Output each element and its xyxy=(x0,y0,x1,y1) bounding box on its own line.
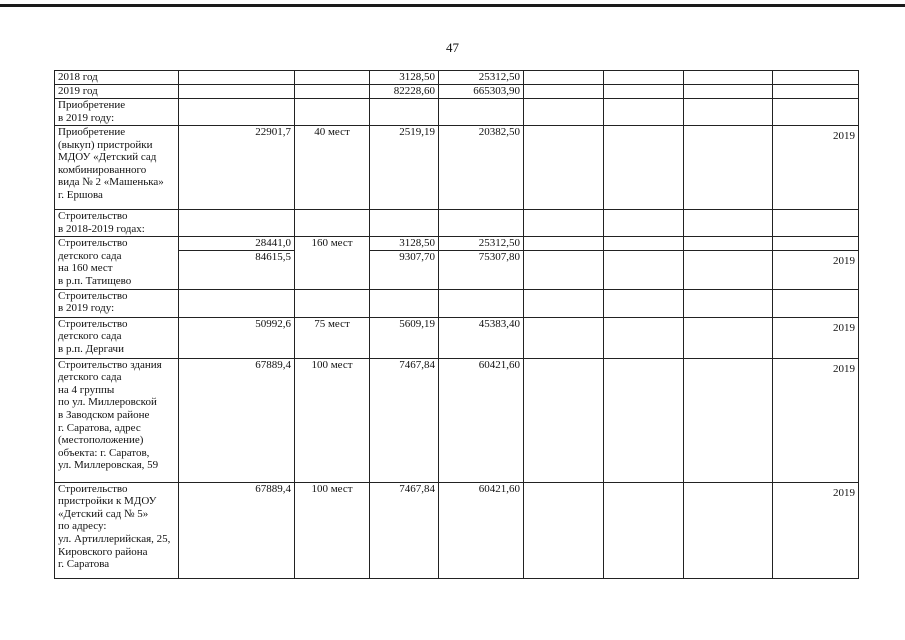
row-name: Строительство детского сада в р.п. Дергачи xyxy=(55,317,179,358)
empty-cell xyxy=(604,126,684,210)
empty-cell xyxy=(684,317,773,358)
empty-cell xyxy=(604,85,684,99)
empty-cell xyxy=(604,358,684,482)
amount-b-cell: 60421,60 xyxy=(439,358,524,482)
year-cell xyxy=(773,85,859,99)
empty-cell xyxy=(604,210,684,237)
row-name: Строительство пристройки к МДОУ «Детский сад № 5» по адресу: ул. Артиллерийская, 25, Кировского района г. Саратова xyxy=(55,482,179,578)
empty-cell xyxy=(524,358,604,482)
row-name: 2018 год xyxy=(55,71,179,85)
amount-a-cell: 3128,50 xyxy=(370,237,439,251)
capacity-cell: 28441,0 xyxy=(179,237,295,251)
empty-cell xyxy=(604,250,684,289)
empty-cell xyxy=(524,85,604,99)
data-table xyxy=(54,70,859,579)
places-cell: 100 мест xyxy=(295,482,370,578)
table-row xyxy=(55,99,859,126)
empty-cell xyxy=(524,210,604,237)
year-cell: 2019 xyxy=(773,126,859,210)
page-number: 47 xyxy=(446,40,459,55)
empty-cell xyxy=(604,289,684,317)
table-row xyxy=(55,126,859,210)
empty-cell xyxy=(684,126,773,210)
places-cell xyxy=(295,85,370,99)
row-name: Строительство в 2019 году: xyxy=(55,289,179,317)
row-name: Приобретение (выкуп) пристройки МДОУ «Детский сад комбинированного вида № 2 «Машенька» г. Ершова xyxy=(55,126,179,210)
table-row xyxy=(55,237,859,251)
table-row xyxy=(55,71,859,85)
amount-b-cell xyxy=(439,99,524,126)
empty-cell xyxy=(604,237,684,251)
capacity-cell xyxy=(179,85,295,99)
capacity-cell xyxy=(179,99,295,126)
empty-cell xyxy=(684,99,773,126)
top-rule xyxy=(0,4,905,7)
amount-a-cell: 82228,60 xyxy=(370,85,439,99)
places-cell: 40 мест xyxy=(295,126,370,210)
capacity-cell: 67889,4 xyxy=(179,482,295,578)
amount-b-cell: 665303,90 xyxy=(439,85,524,99)
capacity-cell xyxy=(179,210,295,237)
row-name: Строительство здания детского сада на 4 группы по ул. Миллеровской в Заводском районе г. Саратова, адрес (местоположение) объекта: г. Саратов, ул. Миллеровская, 59 xyxy=(55,358,179,482)
empty-cell xyxy=(684,85,773,99)
table-row xyxy=(55,85,859,99)
capacity-cell xyxy=(179,71,295,85)
year-cell: 2019 xyxy=(773,482,859,578)
amount-b-cell: 60421,60 xyxy=(439,482,524,578)
places-cell xyxy=(295,71,370,85)
amount-a-cell xyxy=(370,289,439,317)
amount-b-cell: 20382,50 xyxy=(439,126,524,210)
places-cell xyxy=(295,289,370,317)
amount-a-cell: 7467,84 xyxy=(370,358,439,482)
empty-cell xyxy=(524,317,604,358)
empty-cell xyxy=(604,71,684,85)
empty-cell xyxy=(684,482,773,578)
empty-cell xyxy=(604,482,684,578)
amount-b-cell xyxy=(439,210,524,237)
empty-cell xyxy=(684,358,773,482)
amount-b-cell: 45383,40 xyxy=(439,317,524,358)
capacity-cell: 50992,6 xyxy=(179,317,295,358)
amount-a-cell xyxy=(370,210,439,237)
year-cell xyxy=(773,289,859,317)
capacity-cell: 67889,4 xyxy=(179,358,295,482)
places-cell xyxy=(295,210,370,237)
empty-cell xyxy=(524,126,604,210)
empty-cell xyxy=(524,250,604,289)
places-cell: 100 мест xyxy=(295,358,370,482)
empty-cell xyxy=(524,237,604,251)
empty-cell xyxy=(524,289,604,317)
amount-a-cell: 7467,84 xyxy=(370,482,439,578)
amount-b-cell: 75307,80 xyxy=(439,250,524,289)
row-name: Строительство в 2018-2019 годах: xyxy=(55,210,179,237)
year-cell xyxy=(773,99,859,126)
table-row xyxy=(55,317,859,358)
amount-a-cell: 3128,50 xyxy=(370,71,439,85)
year-cell: 2019 xyxy=(773,358,859,482)
amount-b-cell xyxy=(439,289,524,317)
capacity-cell: 22901,7 xyxy=(179,126,295,210)
capacity-cell xyxy=(179,289,295,317)
places-cell: 75 мест xyxy=(295,317,370,358)
amount-b-cell: 25312,50 xyxy=(439,237,524,251)
amount-a-cell: 9307,70 xyxy=(370,250,439,289)
year-cell xyxy=(773,237,859,251)
row-name: Приобретение в 2019 году: xyxy=(55,99,179,126)
empty-cell xyxy=(524,71,604,85)
amount-a-cell: 5609,19 xyxy=(370,317,439,358)
empty-cell xyxy=(684,237,773,251)
year-cell: 2019 xyxy=(773,250,859,289)
table-row xyxy=(55,482,859,578)
table-row xyxy=(55,210,859,237)
empty-cell xyxy=(524,99,604,126)
row-name: Строительство детского сада на 160 мест в р.п. Татищево xyxy=(55,237,179,290)
empty-cell xyxy=(604,317,684,358)
capacity-cell: 84615,5 xyxy=(179,250,295,289)
empty-cell xyxy=(684,71,773,85)
empty-cell xyxy=(684,210,773,237)
amount-a-cell: 2519,19 xyxy=(370,126,439,210)
year-cell xyxy=(773,210,859,237)
amount-b-cell: 25312,50 xyxy=(439,71,524,85)
places-cell: 160 мест xyxy=(295,237,370,290)
table-row xyxy=(55,289,859,317)
table-row xyxy=(55,358,859,482)
empty-cell xyxy=(684,250,773,289)
amount-a-cell xyxy=(370,99,439,126)
empty-cell xyxy=(684,289,773,317)
year-cell xyxy=(773,71,859,85)
empty-cell xyxy=(604,99,684,126)
empty-cell xyxy=(524,482,604,578)
row-name: 2019 год xyxy=(55,85,179,99)
year-cell: 2019 xyxy=(773,317,859,358)
places-cell xyxy=(295,99,370,126)
